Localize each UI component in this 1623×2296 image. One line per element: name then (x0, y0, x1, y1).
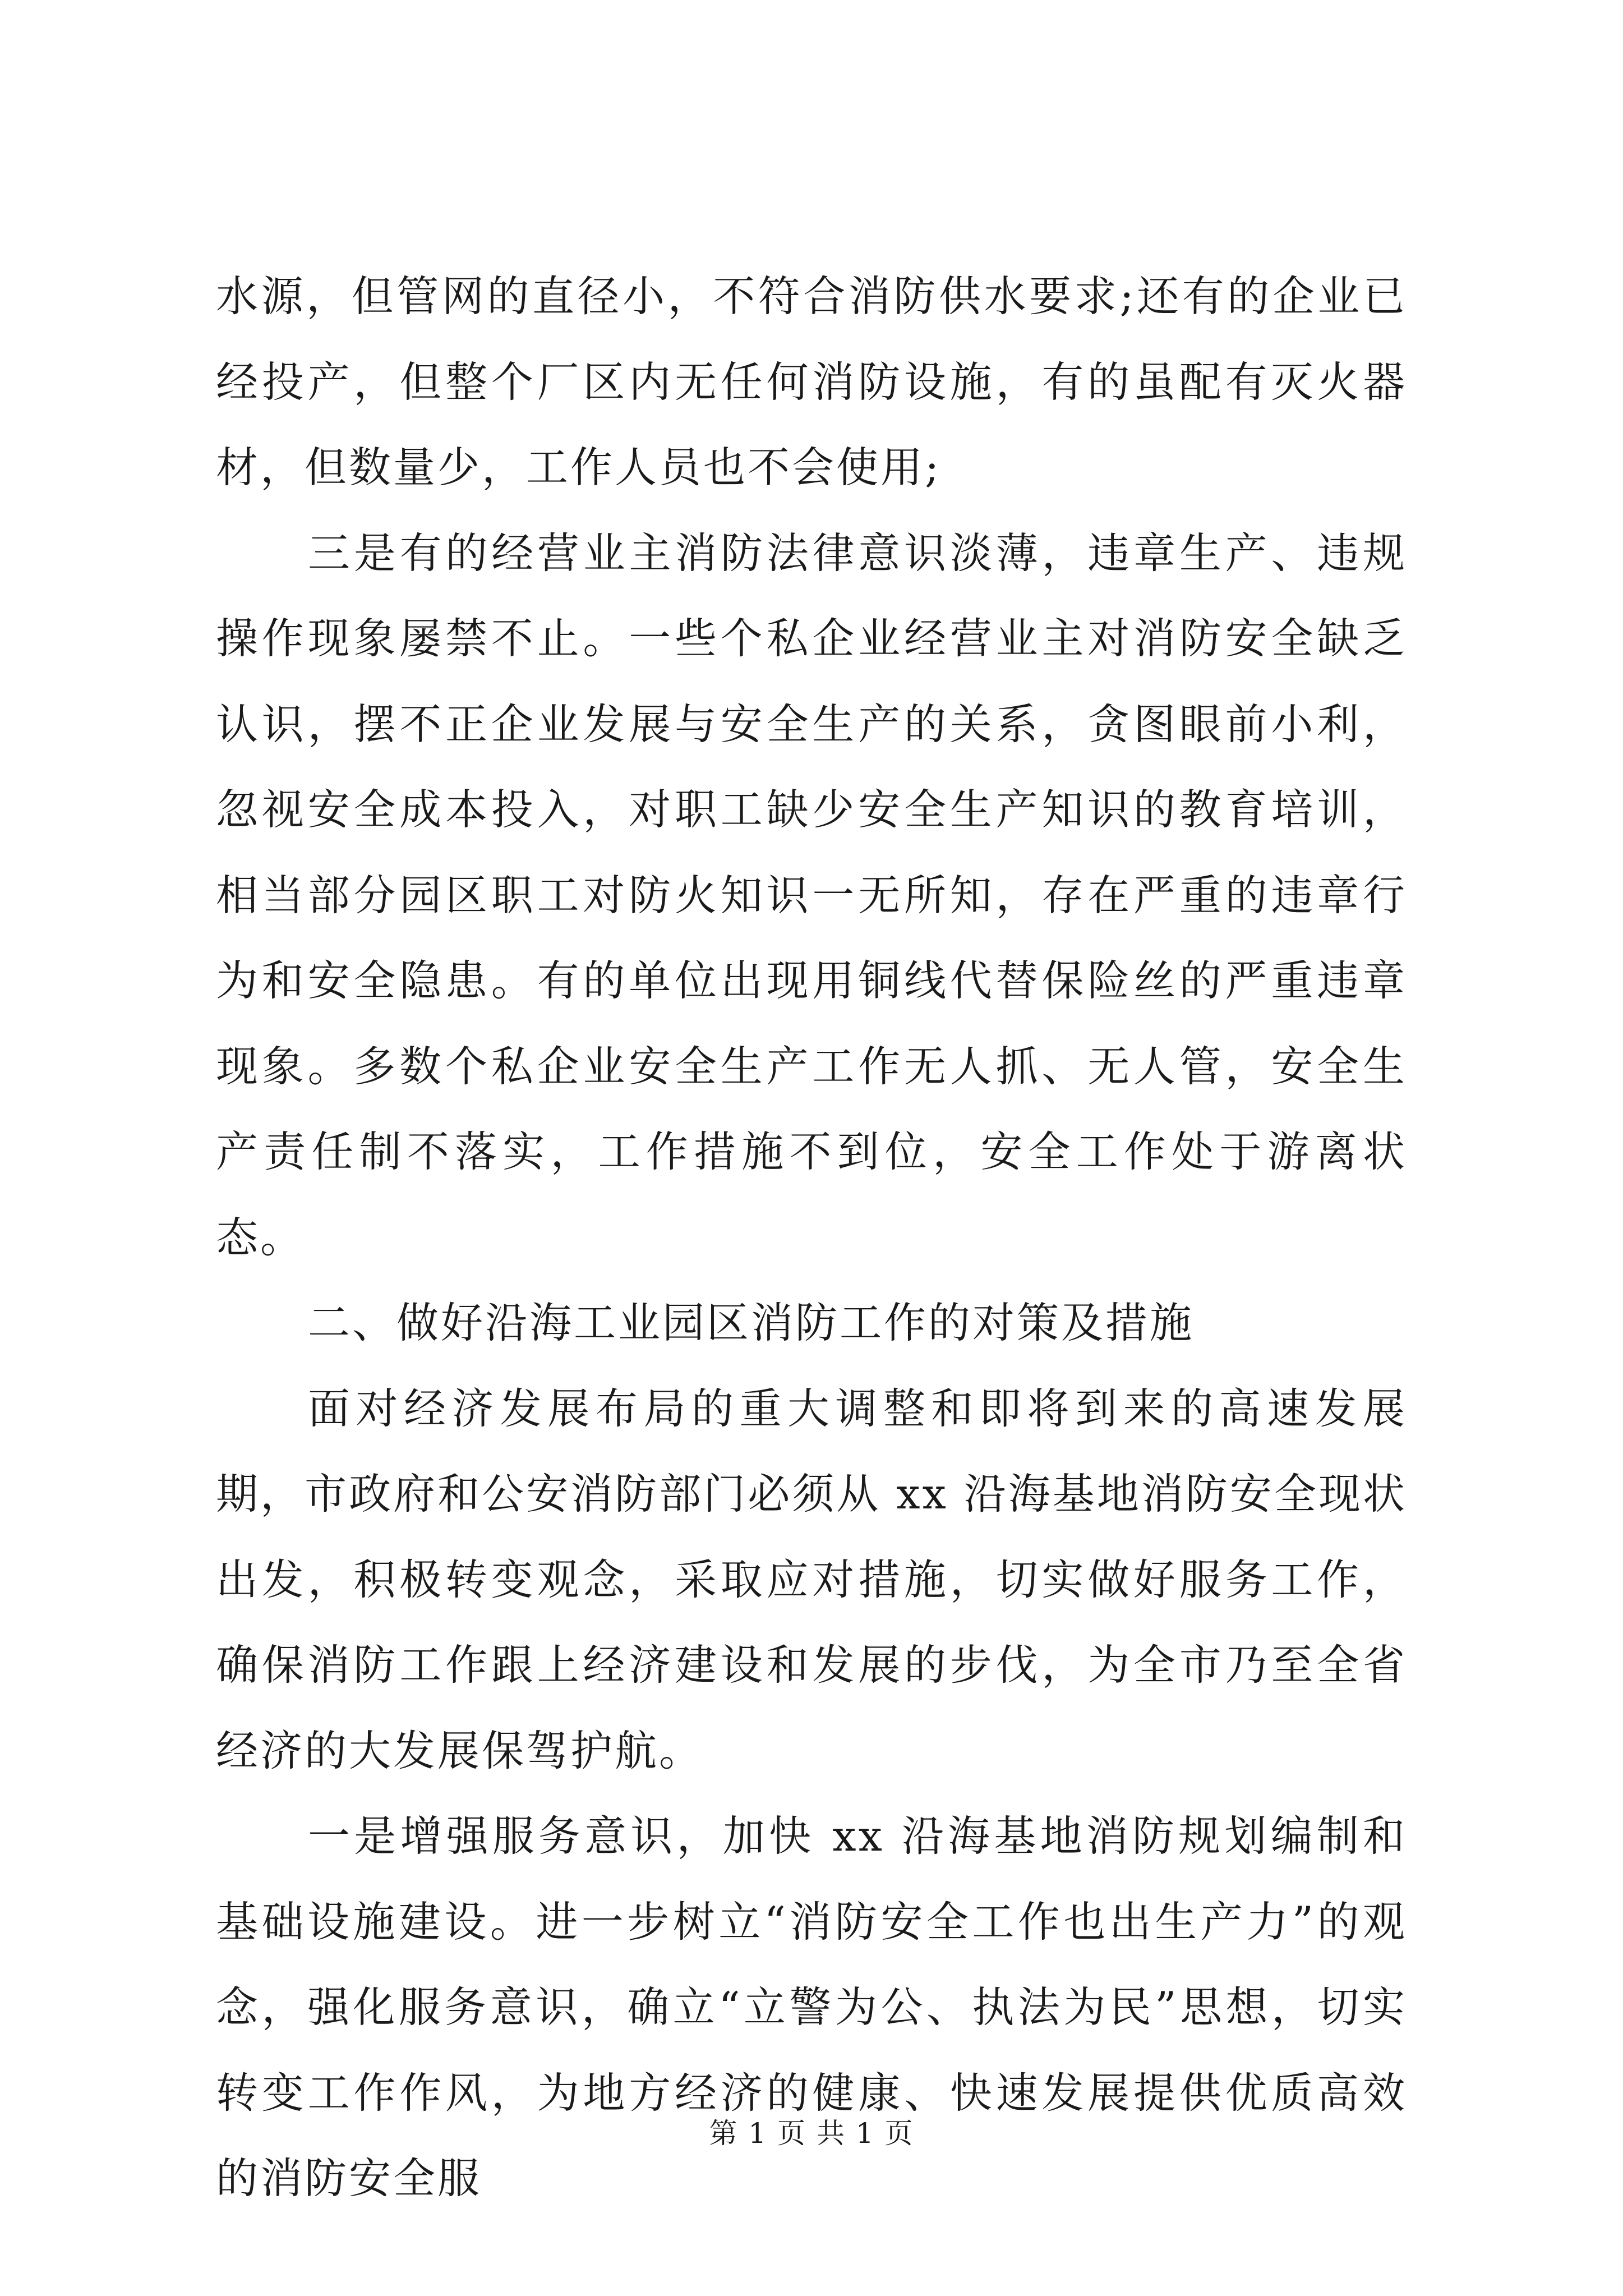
paragraph-point-one: 一是增强服务意识，加快 xx 沿海基地消防规划编制和基础设施建设。进一步树立“消防安全工作也出生产力”的观念，强化服务意识，确立“立警为公、执法为民”思想，切实转变工作作风，为地方经济的健康、快速发展提供优质高效的消防安全服 (216, 1811, 1407, 2203)
page-footer: 第 1 页 共 1 页 (709, 2117, 914, 2150)
section-heading-two: 二、做好沿海工业园区消防工作的对策及措施 (308, 1298, 1195, 1347)
document-body (216, 254, 1407, 2221)
paragraph-point-three: 三是有的经营业主消防法律意识淡薄，违章生产、违规操作现象屡禁不止。一些个私企业经营业主对消防安全缺乏认识，摆不正企业发展与安全生产的关系，贪图眼前小利，忽视安全成本投入，对职工缺少安全生产知识的教育培训，相当部分园区职工对防火知识一无所知，存在严重的违章行为和安全隐患。有的单位出现用铜线代替保险丝的严重违章现象。多数个私企业安全生产工作无人抓、无人管，安全生产责任制不落实，工作措施不到位，安全工作处于游离状态。 (216, 528, 1407, 1262)
paragraph-facing-development: 面对经济发展布局的重大调整和即将到来的高速发展期，市政府和公安消防部门必须从 xx 沿海基地消防安全现状出发，积极转变观念，采取应对措施，切实做好服务工作，确保消防工作跟上经济建设和发展的步伐，为全市乃至全省经济的大发展保驾护航。 (216, 1383, 1407, 1775)
paragraph-water-source: 水源，但管网的直径小，不符合消防供水要求;还有的企业已经投产，但整个厂区内无任何消防设施，有的虽配有灭火器材，但数量少，工作人员也不会使用; (216, 272, 1407, 492)
